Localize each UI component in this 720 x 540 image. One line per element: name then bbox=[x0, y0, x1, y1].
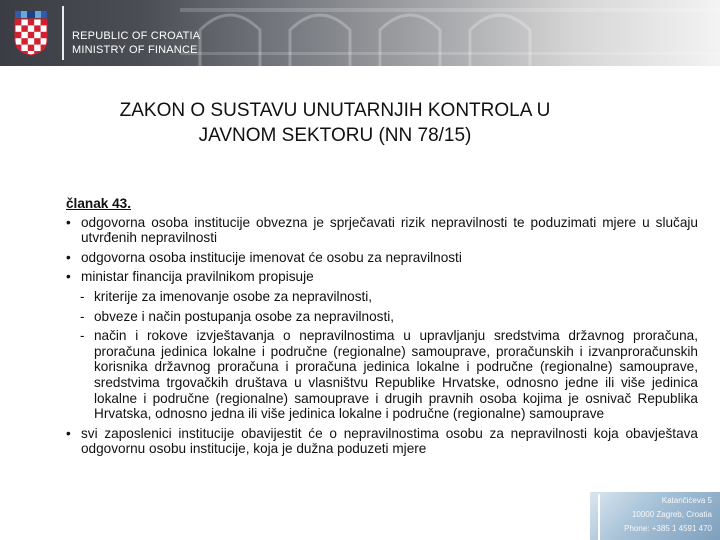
list-item bbox=[66, 215, 698, 246]
sub-list-item-text: kriterije za imenovanje osobe za nepravilnosti, bbox=[94, 288, 373, 304]
dash-mark: - bbox=[80, 308, 85, 324]
article-content bbox=[66, 196, 698, 461]
sub-list-item bbox=[66, 328, 698, 422]
footer-city-line: 10000 Zagreb, Croatia bbox=[631, 510, 712, 519]
header-divider bbox=[62, 6, 64, 60]
list-item bbox=[66, 426, 698, 457]
dash-mark: - bbox=[80, 328, 85, 344]
croatian-coat-of-arms-icon bbox=[14, 10, 48, 56]
bullet-mark: • bbox=[66, 249, 71, 265]
list-item-text: svi zaposlenici institucije obavijestit će o nepravilnostima osobu za nepravilnosti koja obavještava odgovornu osobu institucije, koja je dužna poduzeti mjere bbox=[81, 425, 698, 457]
bullet-mark: • bbox=[66, 214, 71, 230]
sub-list-item bbox=[66, 289, 698, 305]
list-item bbox=[66, 269, 698, 285]
list-item bbox=[66, 250, 698, 266]
article-heading: članak 43. bbox=[66, 196, 131, 211]
list-item-text: odgovorna osoba institucije obvezna je sprječavati rizik nepravilnosti te poduzimati mjere u slučaju utvrđenih nepravilnosti bbox=[81, 214, 698, 246]
bullet-mark: • bbox=[66, 425, 71, 441]
sub-list-item bbox=[66, 309, 698, 325]
page-title-line1: ZAKON O SUSTAVU UNUTARNJIH KONTROLA U bbox=[119, 100, 551, 121]
footer-divider bbox=[598, 494, 600, 540]
bullet-mark: • bbox=[66, 269, 71, 285]
sub-list-item-text: obveze i način postupanja osobe za nepravilnosti, bbox=[94, 308, 395, 324]
ministry-country-label: REPUBLIC OF CROATIA bbox=[72, 30, 201, 42]
ministry-name-label: MINISTRY OF FINANCE bbox=[72, 44, 198, 56]
dash-mark: - bbox=[80, 288, 85, 304]
footer-address-line: Katančićeva 5 bbox=[661, 496, 712, 505]
footer-phone-line: Phone: +385 1 4591 470 bbox=[624, 524, 712, 533]
footer-contact-panel bbox=[590, 492, 720, 540]
page-title bbox=[40, 98, 630, 148]
building-arches-decoration bbox=[180, 0, 720, 66]
sub-list-item-text: način i rokove izvještavanja o nepravilnostima u upravljanju sredstvima državnog proračuna, proračuna jedinica lokalne i područne (regionalne) samouprave, proračunskih i izvanproračunskih korisnika državnog proračuna i proračuna jedinica lokalne i područne (regionalne) samouprave, sredstvima trgovačkih društava u vlasništvu Republike Hrvatske, odnosno jedne ili više jedinica lokalne i područne (regionalne) samouprave i drugih pravnih osoba kojima je osnivač Republika Hrvatska, odnosno jedna ili više jedinica lokalne i područne (regionalne) samouprave bbox=[94, 328, 698, 422]
list-item-text: ministar financija pravilnikom propisuje bbox=[81, 269, 314, 285]
header-banner bbox=[0, 0, 720, 66]
page-title-line2: JAVNOM SEKTORU (NN 78/15) bbox=[198, 125, 472, 146]
list-item-text: odgovorna osoba institucije imenovat će osobu za nepravilnosti bbox=[81, 249, 462, 265]
